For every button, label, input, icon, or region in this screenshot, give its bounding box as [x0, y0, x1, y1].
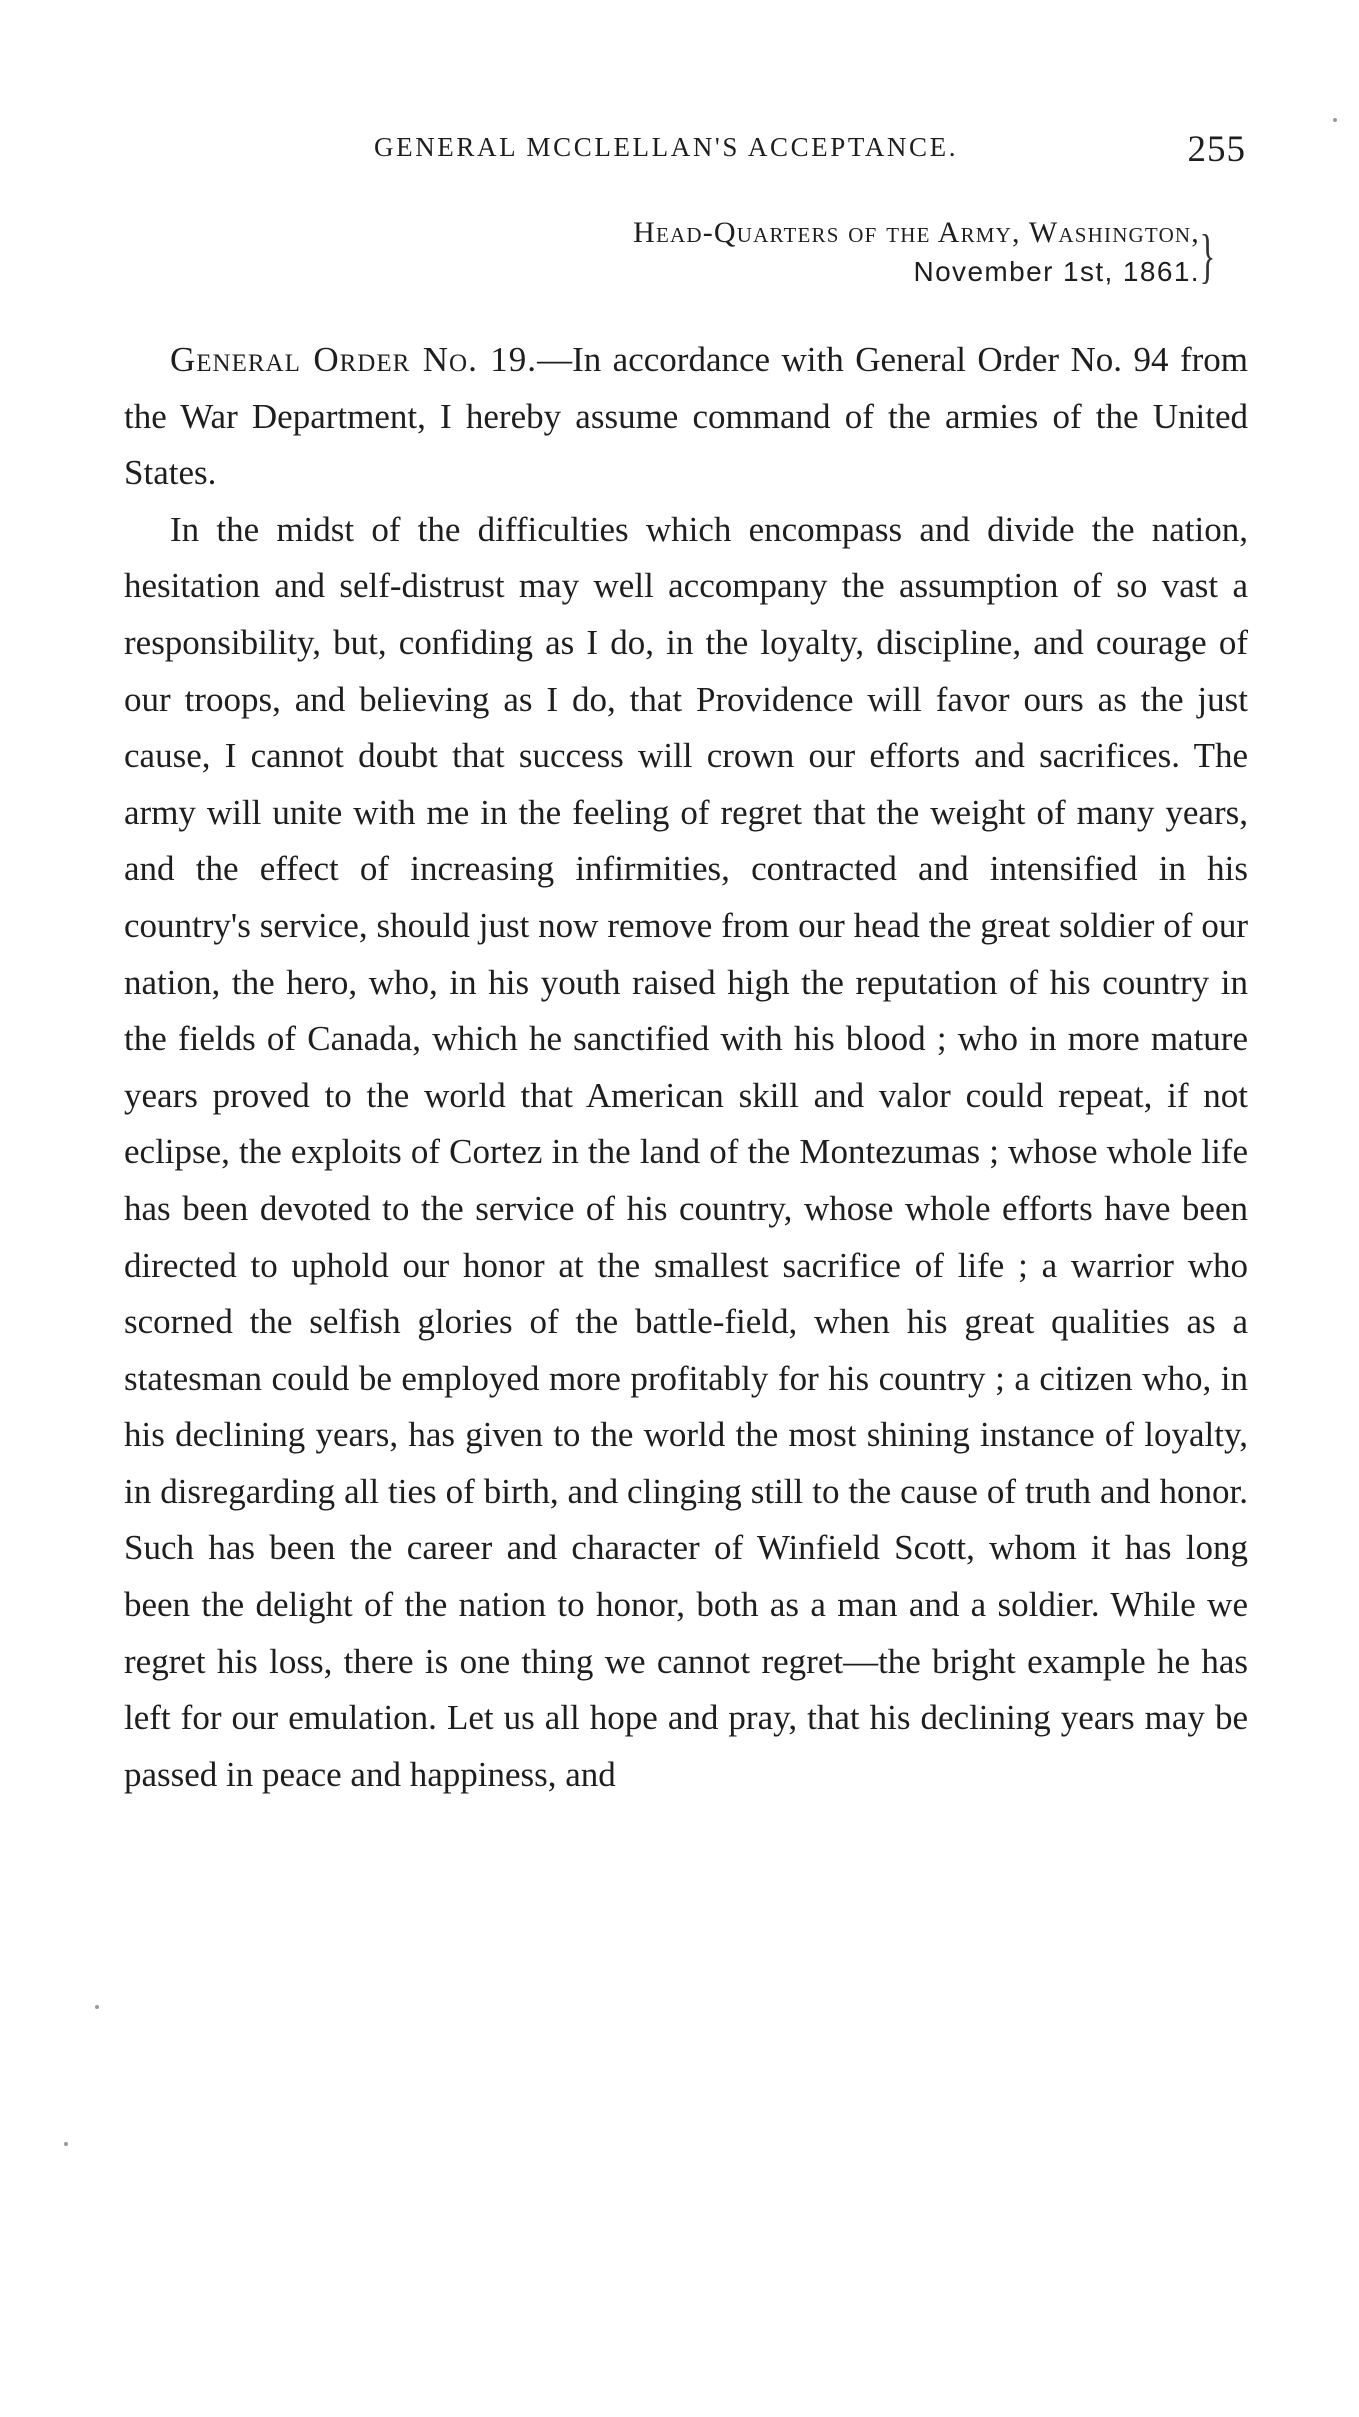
dateline-date: November 1st, 1861. [913, 256, 1200, 287]
page-speck [95, 2005, 99, 2009]
order-opening: —In accordance with General Order No. 94 from the War Department, I hereby assume command of the armies of the United States. [124, 340, 1249, 493]
page-number: 255 [1187, 129, 1246, 170]
dateline-brace: } [1199, 223, 1216, 289]
dateline [432, 216, 1222, 296]
page-speck [1333, 118, 1337, 122]
running-head [374, 128, 1246, 178]
body-paragraph: In the midst of the difficulties which encompass and divide the nation, hesitation and self-distrust may well accompany the assumption of so vast a responsibility, but, confiding as I do, in the loyalty, discipline, and courage of our troops, and believing as I do, that Providence will favor ours as the just cause, I cannot doubt that success will crown our efforts and sacrifices. The army will unite with me in the feeling of regret that the weight of many years, and the effect of increasing infirmities, contracted and intensified in his country's service, should just now remove from our head the great soldier of our nation, the hero, who, in his youth raised high the reputation of his country in the fields of Canada, which he sanctified with his blood ; who in more mature years proved to the world that American skill and valor could repeat, if not eclipse, the exploits of Cortez in the land of the Montezumas ; whose whole life has been devoted to the service of his country, whose whole efforts have been directed to uphold our honor at the smallest sacrifice of life ; a warrior who scorned the selfish glories of the battle-field, when his great qualities as a statesman could be employed more profitably for his country ; a citizen who, in his declining years, has given to the world the most shining instance of loyalty, in disregarding all ties of birth, and clinging still to the cause of truth and honor. Such has been the career and character of Winfield Scott, whom it has long been the delight of the nation to honor, both as a man and a soldier. While we regret his loss, there is one thing we cannot regret—the bright example he has left for our emulation. Let us all hope and pray, that his declining years may be passed in peace and happiness, and [124, 509, 1248, 1794]
body-text [124, 332, 1248, 1803]
page-speck [64, 2142, 68, 2146]
order-label: General Order No. 19. [170, 340, 538, 379]
dateline-place: Head-Quarters of the Army, Washington, [633, 216, 1200, 249]
running-title: GENERAL MCCLELLAN'S ACCEPTANCE. [374, 132, 959, 162]
order-paragraph [124, 332, 1248, 502]
